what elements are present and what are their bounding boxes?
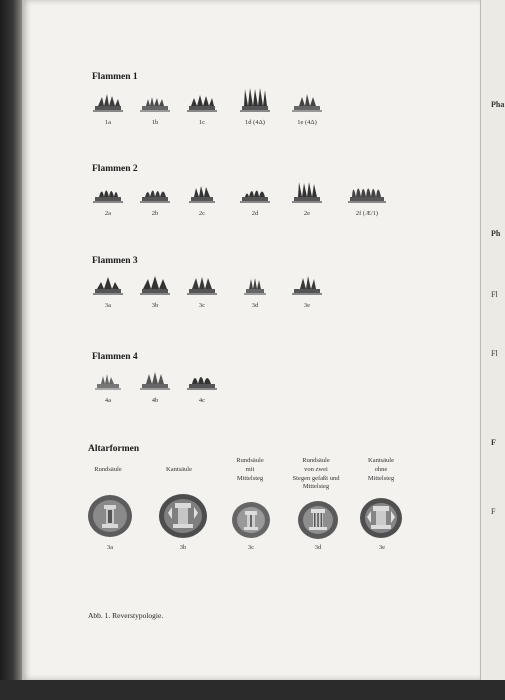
flame-item bbox=[179, 182, 225, 217]
item-label: 2b bbox=[151, 210, 159, 217]
flame-altar-icon bbox=[291, 91, 323, 113]
flame-altar-icon bbox=[239, 87, 271, 113]
flame-item bbox=[284, 274, 330, 309]
item-label: 3b bbox=[151, 302, 159, 309]
altar-column-header bbox=[286, 457, 346, 492]
flame-altar-icon bbox=[186, 274, 218, 296]
group-heading-flammen-1: Flammen 1 bbox=[92, 72, 138, 82]
altar-coin-image bbox=[359, 497, 403, 539]
altar-header-text: Rundsäule von zwei Stegen gefaßt und Mittelsteg bbox=[292, 457, 340, 491]
flame-item bbox=[179, 274, 225, 309]
opposite-page-text: F bbox=[491, 507, 496, 516]
flame-item bbox=[85, 369, 131, 404]
flame-altar-icon bbox=[92, 182, 124, 204]
book-page bbox=[22, 0, 480, 680]
opposite-page-text: Pha bbox=[491, 100, 505, 109]
flame-item bbox=[132, 369, 178, 404]
altar-column-header bbox=[220, 457, 280, 483]
figure-caption: Abb. 1. Reverstypologie. bbox=[88, 611, 164, 620]
group-heading-flammen-2: Flammen 2 bbox=[92, 164, 138, 174]
altar-label: 3d bbox=[314, 544, 322, 551]
flame-altar-icon bbox=[139, 274, 171, 296]
flame-altar-icon bbox=[291, 180, 323, 204]
flame-altar-icon bbox=[92, 369, 124, 391]
item-label: 2e bbox=[303, 210, 311, 217]
flame-item bbox=[343, 179, 391, 217]
item-label: 2c bbox=[198, 210, 206, 217]
flame-altar-icon bbox=[139, 369, 171, 391]
flame-item bbox=[284, 91, 330, 126]
flame-item bbox=[85, 274, 131, 309]
book-binding-edge bbox=[0, 0, 22, 700]
flame-item bbox=[132, 91, 178, 126]
altar-column-header bbox=[149, 466, 209, 475]
item-label: 1b bbox=[151, 119, 159, 126]
altar-coin-image bbox=[297, 500, 339, 540]
item-label: 3a bbox=[104, 302, 112, 309]
opposite-page-text: Ph bbox=[491, 229, 501, 238]
flame-item bbox=[284, 180, 330, 217]
background-strip bbox=[0, 680, 505, 700]
item-label: 1d (4Δ) bbox=[245, 119, 265, 126]
flame-item bbox=[132, 182, 178, 217]
flame-altar-icon bbox=[139, 91, 171, 113]
opposite-page-text: Fl bbox=[491, 349, 498, 358]
flame-item bbox=[85, 182, 131, 217]
altar-coin-image bbox=[158, 493, 208, 539]
flame-altar-icon bbox=[186, 91, 218, 113]
flame-altar-icon bbox=[186, 369, 218, 391]
flame-item bbox=[232, 182, 278, 217]
group-heading-flammen-4: Flammen 4 bbox=[92, 352, 138, 362]
flame-item bbox=[179, 369, 225, 404]
flame-altar-icon bbox=[239, 182, 271, 204]
item-label: 1a bbox=[104, 119, 112, 126]
item-label: 4a bbox=[104, 397, 112, 404]
opposite-page-text: F bbox=[491, 438, 496, 447]
altar-label: 3e bbox=[378, 544, 386, 551]
flame-altar-icon bbox=[92, 91, 124, 113]
altar-column-header bbox=[351, 457, 411, 483]
item-label: 3e bbox=[303, 302, 311, 309]
item-label: 3d bbox=[251, 302, 259, 309]
altar-label: 3b bbox=[179, 544, 187, 551]
group-heading-altarformen: Altarformen bbox=[88, 444, 140, 454]
flame-item bbox=[132, 274, 178, 309]
altar-column-header bbox=[78, 466, 138, 475]
flame-item bbox=[179, 91, 225, 126]
altar-header-text: Rundsäule mit Mittelsteg bbox=[236, 457, 264, 482]
flame-item bbox=[232, 274, 278, 309]
item-label: 3c bbox=[198, 302, 206, 309]
altar-header-text: Kantsäule ohne Mittelsteg bbox=[367, 457, 395, 482]
altar-header-text: Rundsäule bbox=[94, 466, 122, 473]
flame-altar-icon bbox=[347, 179, 387, 204]
flame-altar-icon bbox=[92, 274, 124, 296]
item-label: 1c bbox=[198, 119, 206, 126]
altar-header-text: Kantsäule bbox=[166, 466, 192, 473]
altar-coin-image bbox=[87, 494, 133, 538]
flame-altar-icon bbox=[139, 182, 171, 204]
opposite-page-text: Fl bbox=[491, 290, 498, 299]
item-label: 2d bbox=[251, 210, 259, 217]
altar-label: 3c bbox=[247, 544, 255, 551]
opposite-page-edge bbox=[480, 0, 505, 680]
flame-item bbox=[85, 91, 131, 126]
item-label: 2f (Æ/1) bbox=[355, 210, 379, 217]
item-label: 4b bbox=[151, 397, 159, 404]
altar-label: 3a bbox=[106, 544, 114, 551]
flame-altar-icon bbox=[291, 274, 323, 296]
flame-altar-icon bbox=[239, 274, 271, 296]
item-label: 1e (4Δ) bbox=[297, 119, 317, 126]
flame-altar-icon bbox=[186, 182, 218, 204]
flame-item bbox=[232, 87, 278, 126]
item-label: 4c bbox=[198, 397, 206, 404]
group-heading-flammen-3: Flammen 3 bbox=[92, 256, 138, 266]
altar-coin-image bbox=[231, 501, 271, 539]
item-label: 2a bbox=[104, 210, 112, 217]
